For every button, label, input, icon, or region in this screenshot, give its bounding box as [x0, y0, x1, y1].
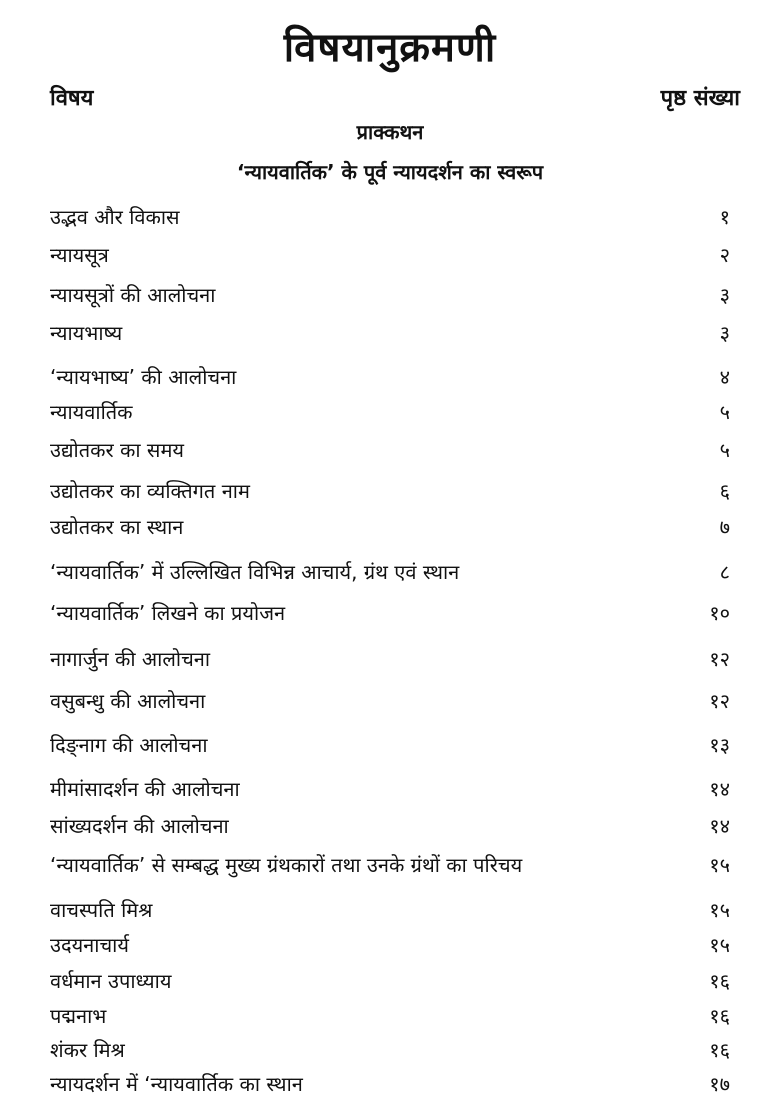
toc-entry-topic: दिङ्नाग की आलोचना	[50, 733, 208, 757]
toc-entry-topic: उद्योतकर का समय	[50, 438, 185, 462]
toc-entry-topic: न्यायभाष्य	[50, 321, 123, 345]
toc-entry-page: ५	[719, 400, 730, 424]
toc-entry-topic: पद्मनाभ	[50, 1004, 107, 1028]
toc-entry	[50, 812, 730, 842]
toc-entry-topic: ‘न्यायवार्तिक’ में उल्लिखित विभिन्न आचार्य, ग्रंथ एवं स्थान	[50, 560, 460, 584]
toc-entry-page: ४	[719, 365, 730, 389]
toc-entry	[50, 687, 730, 717]
toc-entry-page: ७	[719, 515, 730, 539]
toc-entry-page: १४	[709, 777, 730, 801]
toc-entry-topic: ‘न्यायवार्तिक’ लिखने का प्रयोजन	[50, 601, 286, 625]
toc-entry	[50, 281, 730, 311]
toc-entry-page: १५	[709, 898, 730, 922]
toc-entry-page: ३	[719, 321, 730, 345]
toc-entry	[50, 731, 730, 761]
section-subheading: ‘न्यायवार्तिक’ के पूर्व न्यायदर्शन का स्वरूप	[236, 160, 544, 184]
toc-entry-topic: सांख्यदर्शन की आलोचना	[50, 814, 229, 838]
toc-entry-topic: ‘न्यायभाष्य’ की आलोचना	[50, 365, 237, 389]
toc-entry-page: १५	[709, 933, 730, 957]
toc-entry-topic: उद्योतकर का व्यक्तिगत नाम	[50, 479, 250, 503]
toc-entry-topic: न्यायसूत्र	[50, 243, 109, 267]
toc-entry	[50, 967, 730, 997]
toc-entry-page: १२	[709, 689, 730, 713]
toc-entry	[50, 558, 730, 588]
toc-entry	[50, 319, 730, 349]
toc-entry	[50, 896, 730, 926]
toc-entry-topic: वसुबन्धु की आलोचना	[50, 689, 206, 713]
toc-entry-topic: न्यायदर्शन में ‘न्यायवार्तिक का स्थान	[50, 1072, 303, 1096]
toc-entry-page: १७	[709, 1072, 730, 1096]
section-heading: प्राक्कथन	[356, 120, 424, 144]
toc-entry	[50, 1070, 730, 1100]
toc-entry-page: १६	[709, 1038, 730, 1062]
toc-entry	[50, 645, 730, 675]
column-header-page: पृष्ठ संख्या	[660, 86, 740, 111]
toc-entry	[50, 203, 730, 233]
toc-entry	[50, 398, 730, 428]
toc-entry	[50, 851, 730, 881]
toc-entry	[50, 363, 730, 393]
toc-entry	[50, 775, 730, 805]
toc-entry-page: ५	[719, 438, 730, 462]
toc-entry-page: १५	[709, 853, 730, 877]
toc-entry-page: १	[719, 205, 730, 229]
toc-entry	[50, 931, 730, 961]
page-title: विषयानुक्रमणी	[283, 25, 497, 71]
toc-entry-topic: ‘न्यायवार्तिक’ से सम्बद्ध मुख्य ग्रंथकारों तथा उनके ग्रंथों का परिचय	[50, 853, 523, 877]
toc-entry-page: १३	[709, 733, 730, 757]
toc-entry-page: ३	[719, 283, 730, 307]
toc-entry-topic: शंकर मिश्र	[50, 1038, 125, 1062]
toc-entry-page: १६	[709, 969, 730, 993]
toc-entry-topic: वाचस्पति मिश्र	[50, 898, 153, 922]
toc-entry-topic: उदयनाचार्य	[50, 933, 129, 957]
toc-entry-page: ६	[719, 479, 730, 503]
toc-entry-topic: न्यायवार्तिक	[50, 400, 133, 424]
toc-entry	[50, 1036, 730, 1066]
toc-entry-topic: न्यायसूत्रों की आलोचना	[50, 283, 216, 307]
toc-entry-page: १६	[709, 1004, 730, 1028]
toc-entry	[50, 436, 730, 466]
toc-entry-topic: वर्धमान उपाध्याय	[50, 969, 172, 993]
toc-entry	[50, 513, 730, 543]
toc-entry-topic: नागार्जुन की आलोचना	[50, 647, 211, 671]
toc-entry-topic: उद्योतकर का स्थान	[50, 515, 184, 539]
toc-entry-page: ८	[719, 560, 730, 584]
toc-entry	[50, 477, 730, 507]
toc-entry	[50, 1002, 730, 1032]
toc-entry	[50, 241, 730, 271]
toc-entry-page: १०	[709, 601, 730, 625]
toc-entry-page: १४	[709, 814, 730, 838]
toc-entry-topic: मीमांसादर्शन की आलोचना	[50, 777, 240, 801]
column-header-subject: विषय	[50, 86, 94, 111]
toc-entry-page: १२	[709, 647, 730, 671]
toc-entry-page: २	[719, 243, 730, 267]
toc-entry-topic: उद्भव और विकास	[50, 205, 180, 229]
toc-entry	[50, 599, 730, 629]
